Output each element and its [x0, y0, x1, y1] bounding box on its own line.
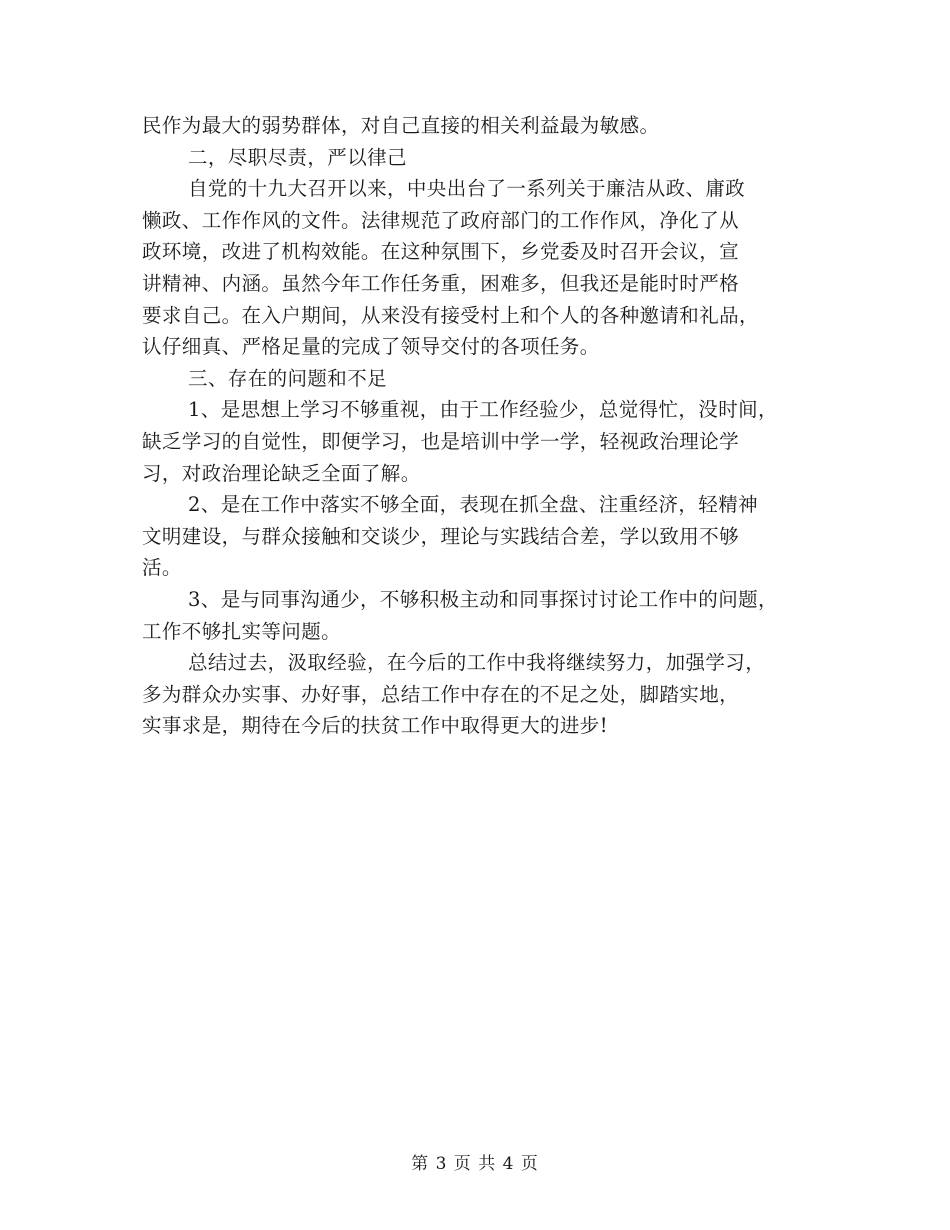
- page-number-footer: 第 3 页 共 4 页: [411, 1154, 539, 1174]
- text-line: 要求自己。在入户期间，从来没有接受村上和个人的各种邀请和礼品，: [142, 303, 759, 327]
- text-line: 习，对政治理论缺乏全面了解。: [142, 461, 421, 485]
- text-line: 多为群众办实事、办好事，总结工作中存在的不足之处，脚踏实地，: [142, 682, 740, 706]
- text-line: 民作为最大的弱势群体，对自己直接的相关利益最为敏感。: [142, 114, 660, 137]
- text-line: 自党的十九大召开以来，中央出台了一系列关于廉洁从政、庸政: [188, 177, 746, 201]
- section-heading: 三、存在的问题和不足: [188, 366, 388, 390]
- text-line: 活。: [142, 556, 182, 580]
- text-line: 2、是在工作中落实不够全面，表现在抓全盘、注重经济，轻精神: [188, 493, 759, 517]
- text-line: 1、是思想上学习不够重视，由于工作经验少，总觉得忙，没时间，: [188, 398, 778, 422]
- document-body: [142, 110, 832, 742]
- text-line: 实事求是，期待在今后的扶贫工作中取得更大的进步!: [142, 714, 608, 738]
- text-line: 认仔细真、严格足量的完成了领导交付的各项任务。: [142, 335, 600, 359]
- text-line: 工作不够扎实等问题。: [142, 619, 342, 643]
- text-line: 文明建设，与群众接触和交谈少，理论与实践结合差，学以致用不够: [142, 524, 740, 548]
- text-line: 政环境，改进了机构效能。在这种氛围下，乡党委及时召开会议，宣: [142, 240, 740, 264]
- text-line: 讲精神、内涵。虽然今年工作任务重，困难多，但我还是能时时严格: [142, 271, 740, 295]
- text-line: 缺乏学习的自觉性，即便学习，也是培训中学一学，轻视政治理论学: [142, 429, 740, 453]
- text-line: 总结过去，汲取经验，在今后的工作中我将继续努力，加强学习，: [188, 651, 766, 675]
- text-line: 懒政、工作作风的文件。法律规范了政府部门的工作作风，净化了从: [142, 208, 740, 232]
- text-line: 3、是与同事沟通少，不够积极主动和同事探讨讨论工作中的问题，: [188, 587, 778, 611]
- section-heading: 二，尽职尽责，严以律己: [188, 145, 407, 169]
